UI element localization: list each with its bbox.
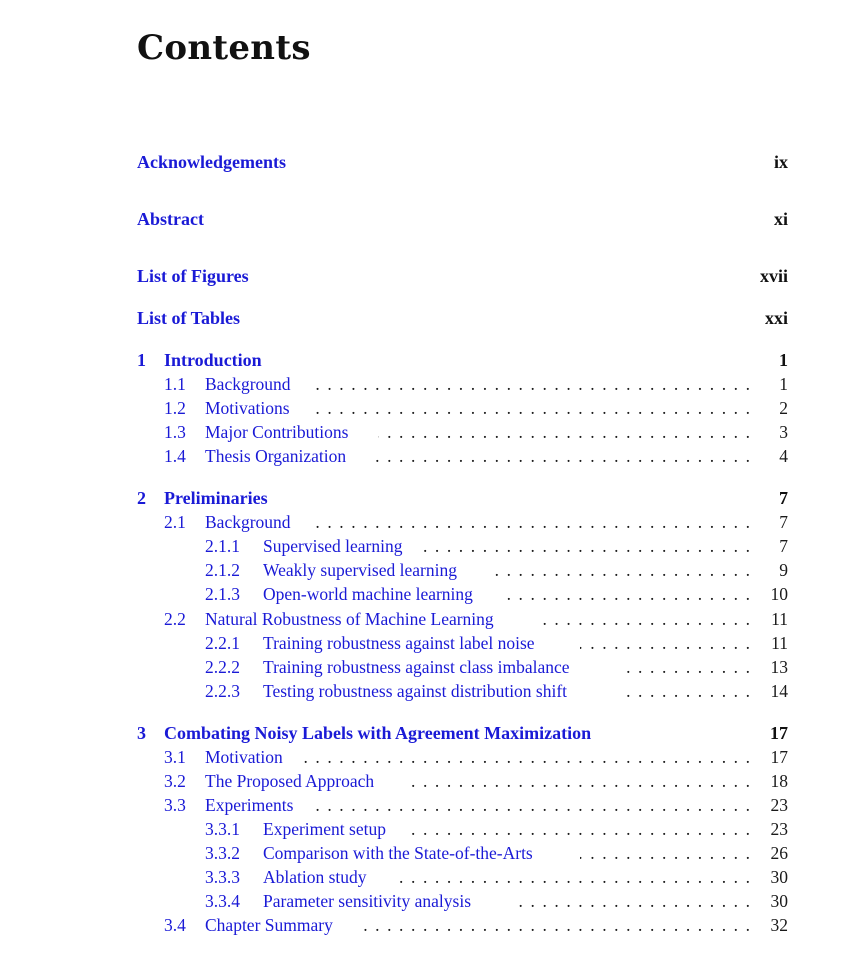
subsection-page: 30 [770, 867, 788, 887]
subsection-number[interactable]: 2.1.1 [205, 536, 240, 556]
toc-entry-abstract[interactable] [0, 208, 862, 230]
toc-subsection-2-1-3[interactable] [0, 583, 862, 605]
leader-dots [620, 656, 750, 678]
leader-dots [310, 397, 750, 419]
toc-section-3-1[interactable] [0, 746, 862, 768]
section-number[interactable]: 2.2 [164, 609, 186, 629]
section-page: 7 [779, 512, 788, 532]
section-title[interactable]: Natural Robustness of Machine Learning [205, 609, 494, 629]
subsection-number[interactable]: 2.1.3 [205, 584, 240, 604]
subsection-title[interactable]: Ablation study [263, 867, 367, 887]
toc-entry-page: xvii [759, 266, 788, 286]
section-number[interactable]: 1.1 [164, 374, 186, 394]
leader-dots [490, 559, 750, 581]
subsection-page: 11 [771, 633, 788, 653]
toc-chapter-1[interactable] [0, 349, 862, 371]
section-page: 2 [779, 398, 788, 418]
leader-dots [510, 890, 750, 912]
section-number[interactable]: 3.2 [164, 771, 186, 791]
leader-dots [424, 535, 750, 557]
chapter-number[interactable]: 2 [137, 488, 146, 508]
section-number[interactable]: 3.1 [164, 747, 186, 767]
subsection-page: 9 [779, 560, 788, 580]
leader-dots [580, 632, 750, 654]
leader-dots [580, 842, 750, 864]
toc-entry-list-of-tables[interactable] [0, 307, 862, 329]
page-title: Contents [137, 28, 311, 68]
section-page: 17 [770, 747, 788, 767]
section-title[interactable]: Chapter Summary [205, 915, 333, 935]
toc-section-2-2[interactable] [0, 608, 862, 630]
leader-dots [368, 445, 750, 467]
toc-entry-title[interactable]: Acknowledgements [137, 152, 286, 172]
leader-dots [410, 818, 750, 840]
subsection-title[interactable]: Comparison with the State-of-the-Arts [263, 843, 533, 863]
toc-section-3-2[interactable] [0, 770, 862, 792]
toc-entry-list-of-figures[interactable] [0, 265, 862, 287]
leader-dots [310, 511, 750, 533]
toc-subsection-2-1-2[interactable] [0, 559, 862, 581]
toc-section-1-4[interactable] [0, 445, 862, 467]
toc-entry-title[interactable]: List of Figures [137, 266, 249, 286]
subsection-page: 14 [770, 681, 788, 701]
section-title[interactable]: Background [205, 374, 291, 394]
toc-subsection-2-2-1[interactable] [0, 632, 862, 654]
subsection-number[interactable]: 3.3.3 [205, 867, 240, 887]
section-page: 11 [771, 609, 788, 629]
toc-subsection-3-3-2[interactable] [0, 842, 862, 864]
toc-section-1-2[interactable] [0, 397, 862, 419]
subsection-number[interactable]: 2.2.2 [205, 657, 240, 677]
toc-section-1-1[interactable] [0, 373, 862, 395]
toc-section-3-4[interactable] [0, 914, 862, 936]
toc-section-2-1[interactable] [0, 511, 862, 533]
section-number[interactable]: 1.4 [164, 446, 186, 466]
subsection-title[interactable]: Training robustness against label noise [263, 633, 535, 653]
toc-entry-title[interactable]: List of Tables [137, 308, 241, 328]
subsection-page: 30 [770, 891, 788, 911]
subsection-page: 23 [770, 819, 788, 839]
leader-dots [310, 373, 750, 395]
leader-dots [408, 770, 750, 792]
chapter-title[interactable]: Combating Noisy Labels with Agreement Maximization [164, 723, 592, 743]
subsection-page: 7 [779, 536, 788, 556]
subsection-title[interactable]: Weakly supervised learning [263, 560, 457, 580]
subsection-page: 26 [770, 843, 788, 863]
toc-section-1-3[interactable] [0, 421, 862, 443]
subsection-page: 13 [770, 657, 788, 677]
section-page: 1 [779, 374, 788, 394]
toc-subsection-2-2-3[interactable] [0, 680, 862, 702]
toc-section-3-3[interactable] [0, 794, 862, 816]
leader-dots [300, 746, 750, 768]
toc-entry-title[interactable]: Abstract [137, 209, 204, 229]
leader-dots [504, 583, 750, 605]
toc-chapter-2[interactable] [0, 487, 862, 509]
subsection-number[interactable]: 3.3.2 [205, 843, 240, 863]
section-page: 4 [779, 446, 788, 466]
chapter-number[interactable]: 1 [137, 350, 146, 370]
toc-subsection-3-3-3[interactable] [0, 866, 862, 888]
section-page: 32 [770, 915, 788, 935]
section-number[interactable]: 3.3 [164, 795, 186, 815]
chapter-number[interactable]: 3 [137, 723, 146, 743]
subsection-number[interactable]: 2.1.2 [205, 560, 240, 580]
chapter-page: 1 [779, 350, 788, 370]
section-page: 23 [770, 795, 788, 815]
subsection-number[interactable]: 2.2.1 [205, 633, 240, 653]
subsection-title[interactable]: Training robustness against class imbalance [263, 657, 570, 677]
section-title[interactable]: Background [205, 512, 291, 532]
subsection-page: 10 [770, 584, 788, 604]
leader-dots [362, 914, 750, 936]
toc-subsection-2-1-1[interactable] [0, 535, 862, 557]
subsection-number[interactable]: 3.3.4 [205, 891, 240, 911]
section-title[interactable]: Motivation [205, 747, 283, 767]
leader-dots [622, 680, 750, 702]
section-page: 18 [770, 771, 788, 791]
toc-entry-page: ix [773, 152, 788, 172]
toc-subsection-2-2-2[interactable] [0, 656, 862, 678]
toc-entry-page: xi [773, 209, 788, 229]
leader-dots [392, 866, 750, 888]
section-page: 3 [779, 422, 788, 442]
subsection-number[interactable]: 2.2.3 [205, 681, 240, 701]
section-title[interactable]: Motivations [205, 398, 290, 418]
leader-dots [538, 608, 750, 630]
section-title[interactable]: Thesis Organization [205, 446, 347, 466]
toc-entry-acknowledgements[interactable] [0, 151, 862, 173]
subsection-title[interactable]: Experiment setup [263, 819, 386, 839]
toc-entry-page: xxi [764, 308, 788, 328]
section-number[interactable]: 3.4 [164, 915, 186, 935]
section-number[interactable]: 2.1 [164, 512, 186, 532]
leader-dots [308, 794, 750, 816]
subsection-title[interactable]: Supervised learning [263, 536, 403, 556]
section-number[interactable]: 1.3 [164, 422, 186, 442]
section-title[interactable]: Experiments [205, 795, 294, 815]
section-number[interactable]: 1.2 [164, 398, 186, 418]
subsection-number[interactable]: 3.3.1 [205, 819, 240, 839]
toc-chapter-3[interactable] [0, 722, 862, 744]
toc-subsection-3-3-4[interactable] [0, 890, 862, 912]
section-title[interactable]: Major Contributions [205, 422, 349, 442]
chapter-title[interactable]: Introduction [164, 350, 262, 370]
subsection-title[interactable]: Parameter sensitivity analysis [263, 891, 472, 911]
toc-subsection-3-3-1[interactable] [0, 818, 862, 840]
section-title[interactable]: The Proposed Approach [205, 771, 375, 791]
leader-dots [378, 421, 750, 443]
chapter-page: 17 [770, 723, 788, 743]
chapter-title[interactable]: Preliminaries [164, 488, 268, 508]
subsection-title[interactable]: Open-world machine learning [263, 584, 473, 604]
chapter-page: 7 [779, 488, 788, 508]
subsection-title[interactable]: Testing robustness against distribution shift [263, 681, 568, 701]
